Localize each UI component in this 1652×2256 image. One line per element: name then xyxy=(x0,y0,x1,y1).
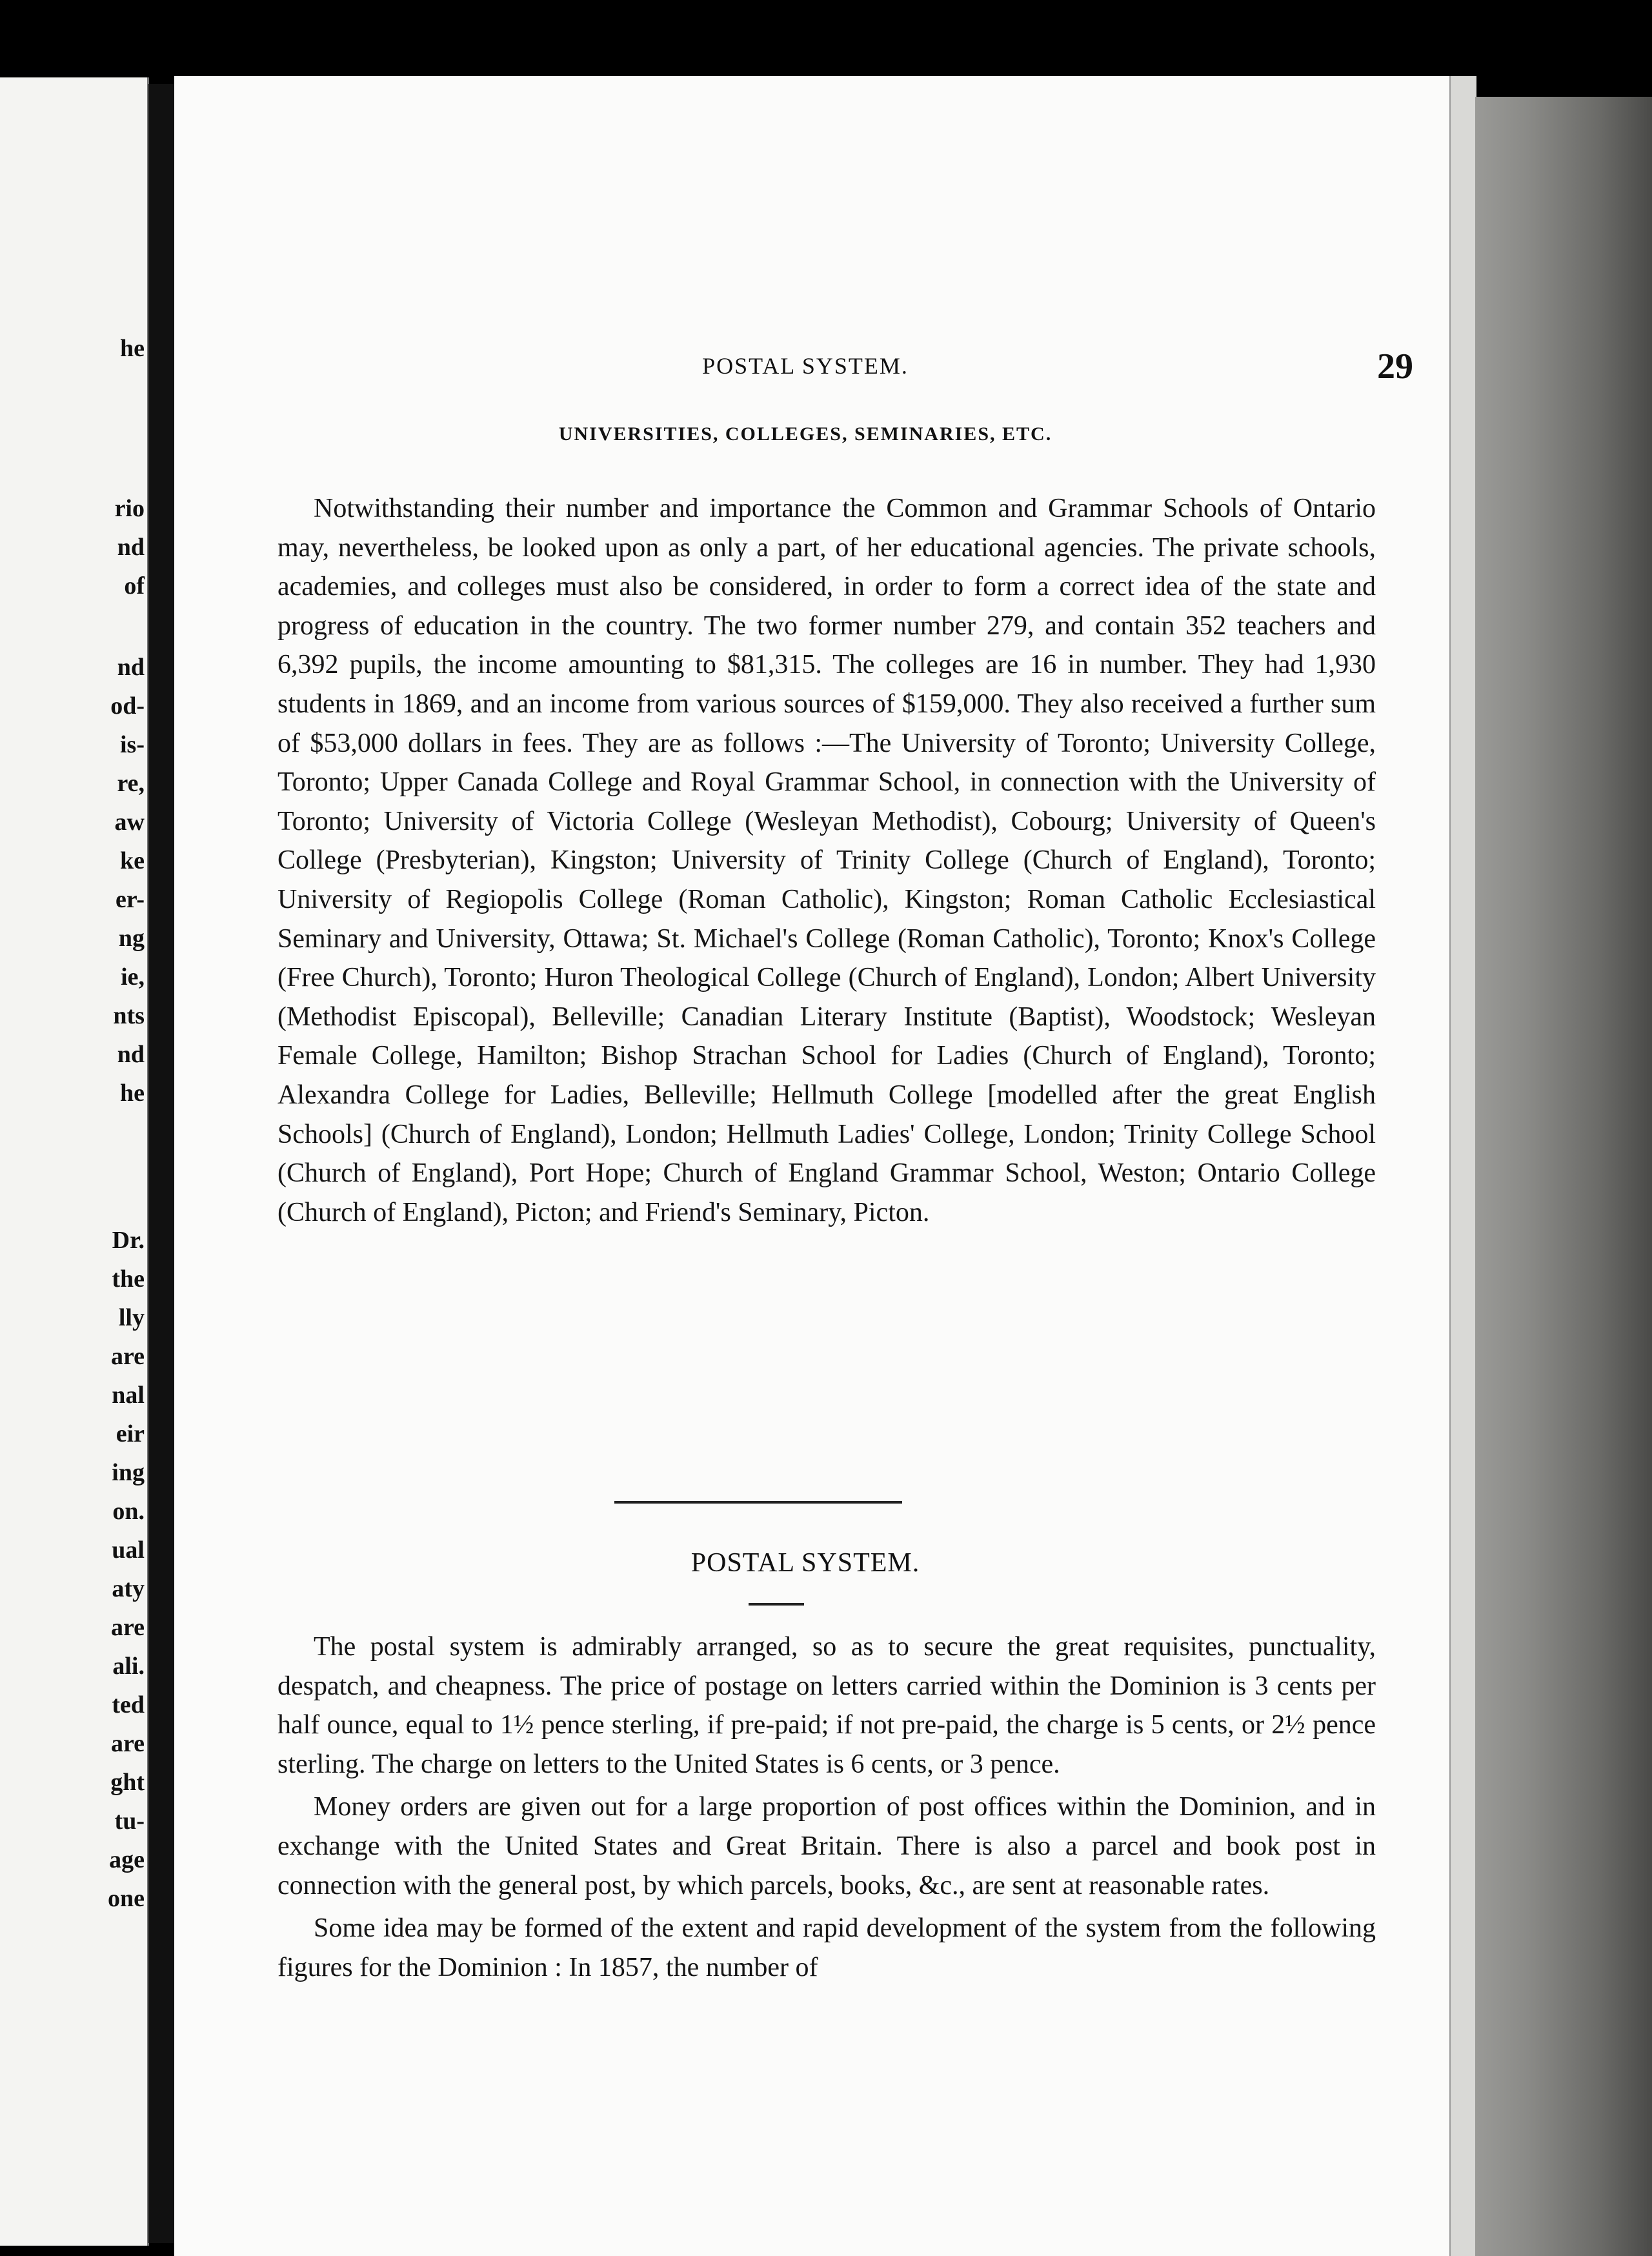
facing-page-fragment: are xyxy=(110,1343,145,1370)
facing-page-fragment: ght xyxy=(110,1769,145,1796)
body-paragraph: Some idea may be formed of the extent and rapid development of the system from the following figures for the Dominion : In 1857, the number of xyxy=(277,1913,1376,1982)
running-head: POSTAL SYSTEM. xyxy=(702,353,909,379)
facing-page-fragment: age xyxy=(109,1846,145,1873)
postal-paragraph-block xyxy=(277,1627,1376,1987)
facing-page-fragment: he xyxy=(120,335,145,362)
page-number: 29 xyxy=(1377,347,1413,387)
facing-page-edge xyxy=(0,77,149,2246)
facing-page-fragment: lly xyxy=(118,1304,145,1331)
facing-page-fragment: eir xyxy=(116,1420,145,1447)
facing-page-fragment: ng xyxy=(118,925,145,952)
universities-paragraph-block xyxy=(277,489,1376,1232)
body-paragraph: Money orders are given out for a large proportion of post offices within the Dominion, and in exchange with the United States and Great Britain. There is also a parcel and book post in connection with the general post, by which parcels, books, &c., are sent at reasonable rates. xyxy=(277,1792,1376,1900)
facing-page-fragment: nts xyxy=(113,1002,145,1029)
facing-page-fragment: ke xyxy=(120,847,145,874)
facing-page-fragment: are xyxy=(110,1614,145,1641)
facing-page-fragment: Dr. xyxy=(112,1227,145,1254)
facing-page-fragment: re, xyxy=(117,770,145,797)
body-paragraph: The postal system is admirably arranged, so as to secure the great requisites, punctuality, despatch, and cheapness. The price of postage on letters carried within the Dominion is 3 cents per half ounce, equal to 1½ pence sterling, if pre-paid; if not pre-paid, the charge is 5 cents, or 2½ pence sterling. The charge on letters to the United States is 6 cents, or 3 pence. xyxy=(277,1632,1376,1779)
page-stack-edge xyxy=(1449,76,1476,2256)
facing-page-fragment: ual xyxy=(112,1536,145,1564)
facing-page-fragment: on. xyxy=(112,1498,145,1525)
facing-page-fragment: nd xyxy=(117,654,145,681)
facing-page-fragment: aw xyxy=(114,809,145,836)
facing-page-fragment: tu- xyxy=(114,1808,145,1835)
facing-page-fragment: nd xyxy=(117,1041,145,1068)
facing-page-fragment: ie, xyxy=(121,963,145,991)
facing-page-fragment: ali. xyxy=(112,1653,145,1680)
section-title: POSTAL SYSTEM. xyxy=(690,1548,920,1578)
facing-page-fragment: ted xyxy=(112,1691,145,1718)
facing-page-fragment: is- xyxy=(120,731,145,758)
facing-page-fragment: ing xyxy=(112,1459,145,1486)
page-header xyxy=(174,347,1449,391)
book-gutter xyxy=(148,84,174,2243)
title-underline xyxy=(749,1603,804,1606)
facing-page-fragment: nal xyxy=(112,1382,145,1409)
book-page xyxy=(174,76,1449,2256)
facing-page-fragment: the xyxy=(112,1265,145,1293)
body-paragraph: Notwithstanding their number and importance the Common and Grammar Schools of Ontario may, nevertheless, be looked upon as only a part, of her educational agencies. The private schools, academies, and colleges must also be considered, in order to form a correct idea of the state and progress of education in the country. The two former number 279, and contain 352 teachers and 6,392 pupils, the income amounting to $81,315. The colleges are 16 in number. They had 1,930 students in 1869, and an income from various sources of $159,000. They also received a further sum of $53,000 dollars in fees. They are as follows :—The University of Toronto; University College, Toronto; Upper Canada College and Royal Grammar School, in connection with the University of Toronto; University of Victoria College (Wesleyan Methodist), Cobourg; University of Queen's College (Presbyterian), Kingston; University of Trinity College (Church of England), Toronto; University of Regiopolis College (Roman Catholic), Kingston; Roman Catholic Ecclesiastical Seminary and University, Ottawa; St. Michael's College (Roman Catholic), Toronto; Knox's College (Free Church), Toronto; Huron Theological College (Church of England), London; Albert University (Methodist Episcopal), Belleville; Canadian Literary Institute (Baptist), Woodstock; Wesleyan Female College, Hamilton; Bishop Strachan School for Ladies (Church of England), Toronto; Alexandra College for Ladies, Belleville; Hellmuth College [modelled after the great English Schools] (Church of England), London; Hellmuth Ladies' College, London; Trinity College School (Church of England), Port Hope; Church of England Grammar School, Weston; Ontario College (Church of England), Picton; and Friend's Seminary, Picton. xyxy=(277,494,1376,1227)
facing-page-fragment: he xyxy=(120,1080,145,1107)
facing-page-fragment: one xyxy=(108,1885,145,1912)
section-divider xyxy=(614,1501,902,1504)
book-spine xyxy=(1475,97,1652,2256)
facing-page-fragment: nd xyxy=(117,534,145,561)
facing-page-fragment: of xyxy=(124,572,145,599)
facing-page-fragment: are xyxy=(110,1730,145,1757)
facing-page-fragment: aty xyxy=(112,1575,145,1602)
facing-page-fragment: od- xyxy=(110,692,145,720)
section-heading: UNIVERSITIES, COLLEGES, SEMINARIES, ETC. xyxy=(558,423,1053,445)
facing-page-fragment: rio xyxy=(114,495,145,522)
facing-page-fragment: er- xyxy=(116,886,145,913)
